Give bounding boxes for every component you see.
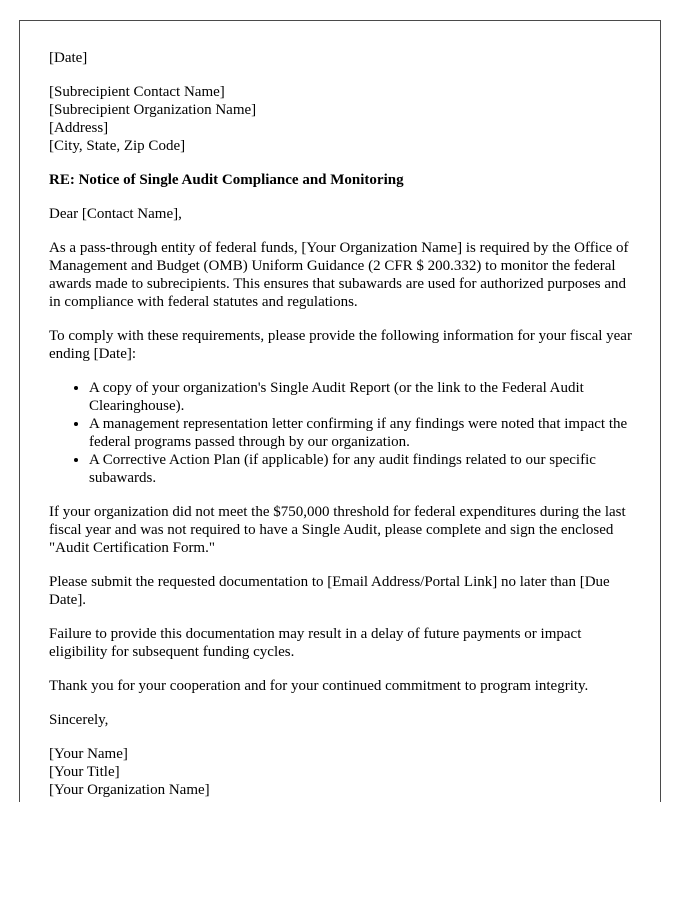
letter-date: [Date] (49, 50, 88, 66)
list-item: • A management representation letter confirming if any findings were noted that impact the federal programs passed through by our organization. (89, 415, 633, 451)
recipient-organization-name: [Subrecipient Organization Name] (49, 102, 257, 118)
thanks-paragraph: Thank you for your cooperation and for your continued commitment to program integrity. (49, 678, 589, 694)
letter-closing: Sincerely, (49, 712, 109, 728)
submit-paragraph: Please submit the requested documentation to [Email Address/Portal Link] no later than [Due Date]. (49, 574, 610, 608)
letter-subject: RE: Notice of Single Audit Compliance and Monitoring (49, 172, 404, 188)
recipient-contact-name: [Subrecipient Contact Name] (49, 84, 225, 100)
threshold-paragraph: If your organization did not meet the $750,000 threshold for federal expenditures during the last fiscal year and was not required to have a Single Audit, please complete and sign the enclosed "Audit Certification Form." (49, 504, 626, 556)
list-item: • A copy of your organization's Single Audit Report (or the link to the Federal Audit Clearinghouse). (89, 379, 633, 415)
signature-block (49, 745, 633, 799)
failure-paragraph: Failure to provide this documentation may result in a delay of future payments or impact eligibility for subsequent funding cycles. (49, 626, 582, 660)
requirements-list (49, 379, 633, 487)
letter-salutation: Dear [Contact Name], (49, 206, 182, 222)
signer-name: [Your Name] (49, 746, 128, 762)
letter-document (19, 20, 661, 802)
recipient-address: [Address] (49, 120, 109, 136)
request-paragraph: To comply with these requirements, please provide the following information for your fiscal year ending [Date]: (49, 328, 632, 362)
intro-paragraph: As a pass-through entity of federal funds, [Your Organization Name] is required by the Office of Management and Budget (OMB) Uniform Guidance (2 CFR $ 200.332) to monitor the federal awards made to subrecipients. This ensures that subawards are used for authorized purposes and in compliance with federal statutes and regulations. (49, 240, 629, 310)
list-item: • A Corrective Action Plan (if applicable) for any audit findings related to our specific subawards. (89, 451, 633, 487)
recipient-address-block (49, 83, 633, 155)
signer-title: [Your Title] (49, 764, 120, 780)
recipient-city-state-zip: [City, State, Zip Code] (49, 138, 186, 154)
signer-organization: [Your Organization Name] (49, 782, 210, 798)
